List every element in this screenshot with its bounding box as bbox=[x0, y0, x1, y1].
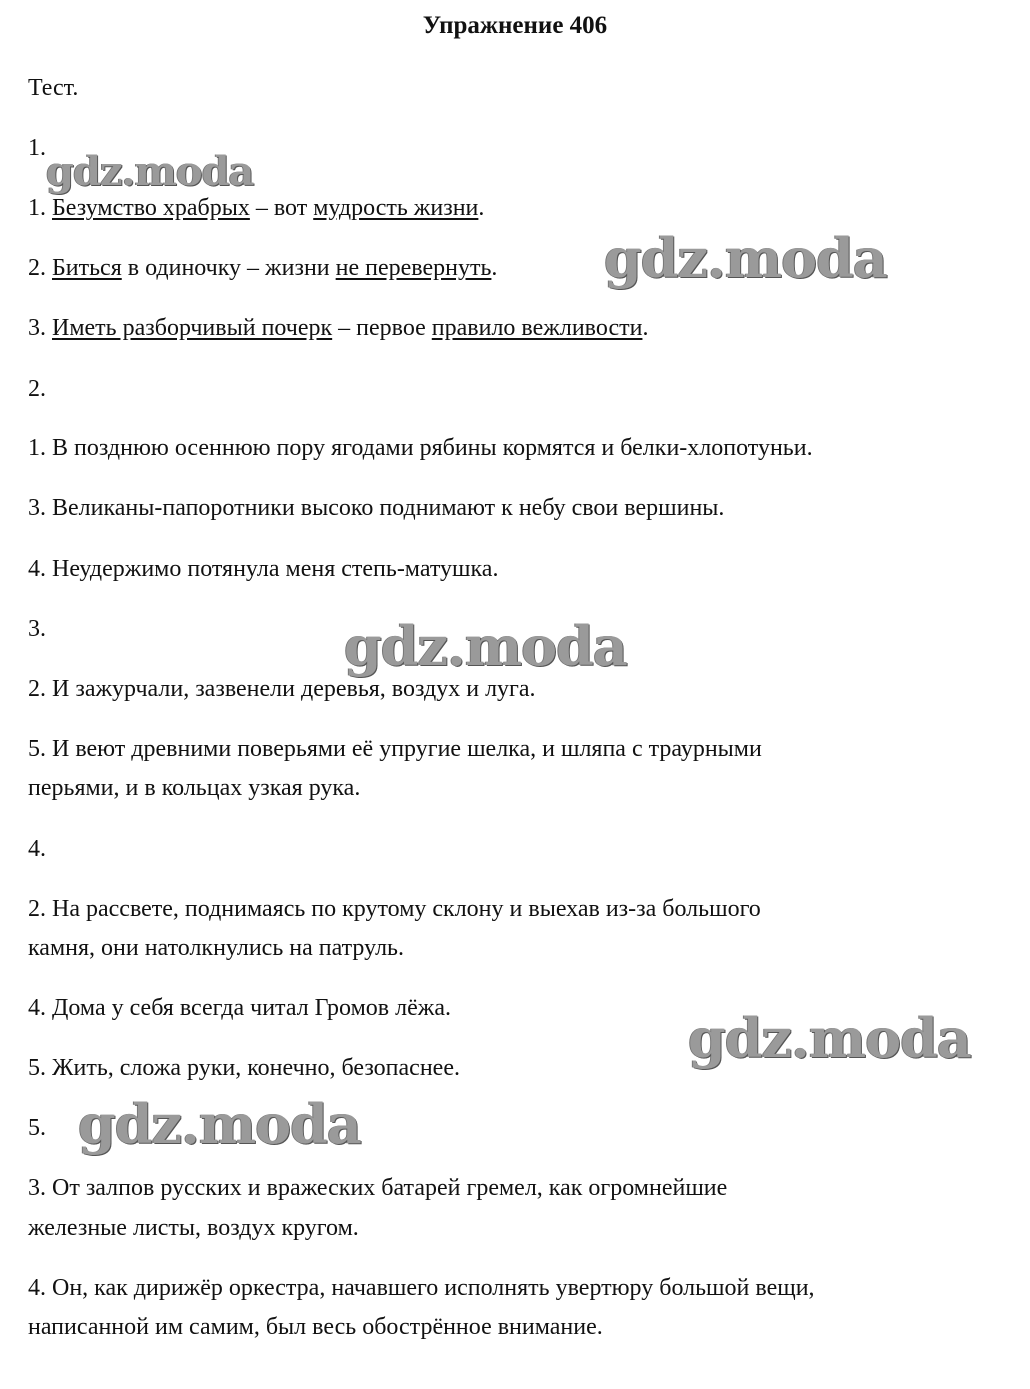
section-5-sentence-2-line-2: написанной им самим, был весь обострённое внимание. bbox=[28, 1314, 603, 1340]
section-2-sentence-1: 1. В позднюю осеннюю пору ягодами рябины кормятся и белки-хлопотуньи. bbox=[28, 435, 813, 461]
watermark-logo: gdz.moda bbox=[78, 1092, 361, 1156]
sentence-end: . bbox=[642, 315, 649, 341]
section-4-sentence-1-line-1: 2. На рассвете, поднимаясь по крутому склону и выехав из-за большого bbox=[28, 896, 761, 922]
sentence-text: – первое bbox=[332, 315, 432, 341]
section-1-sentence-2 bbox=[28, 248, 497, 288]
section-4-number: 4. bbox=[28, 836, 46, 862]
section-3-number: 3. bbox=[28, 616, 46, 642]
section-4-sentence-2: 4. Дома у себя всегда читал Громов лёжа. bbox=[28, 995, 451, 1021]
item-number: 3. bbox=[28, 315, 52, 341]
section-5-number: 5. bbox=[28, 1115, 46, 1141]
sentence-end: . bbox=[491, 255, 498, 281]
watermark-logo: gdz.moda bbox=[688, 1006, 971, 1070]
section-1-number: 1. bbox=[28, 135, 46, 161]
section-2-number: 2. bbox=[28, 376, 46, 402]
watermark-logo: gdz.moda bbox=[46, 148, 254, 195]
section-4-sentence-3: 5. Жить, сложа руки, конечно, безопаснее. bbox=[28, 1055, 460, 1081]
intro-text: Тест. bbox=[28, 75, 79, 101]
subject-underlined: Иметь разборчивый почерк bbox=[52, 315, 333, 341]
item-number: 1. bbox=[28, 195, 52, 221]
section-2-sentence-3: 4. Неудержимо потянула меня степь-матушка. bbox=[28, 556, 499, 582]
watermark-logo: gdz.moda bbox=[344, 614, 627, 678]
section-4-sentence-1-line-2: камня, они натолкнулись на патруль. bbox=[28, 935, 404, 961]
section-1-sentence-3 bbox=[28, 308, 648, 348]
sentence-text: в одиночку – жизни bbox=[121, 255, 336, 281]
predicate-underlined: не перевернуть bbox=[335, 255, 492, 281]
predicate-underlined: правило вежливости bbox=[431, 315, 643, 341]
watermark-logo: gdz.moda bbox=[604, 226, 887, 290]
sentence-end: . bbox=[478, 195, 485, 221]
item-number: 2. bbox=[28, 255, 52, 281]
subject-underlined: Биться bbox=[52, 255, 122, 281]
sentence-text: – вот bbox=[249, 195, 314, 221]
subject-underlined: Безумство храбрых bbox=[52, 195, 250, 221]
section-3-sentence-2-line-2: перьями, и в кольцах узкая рука. bbox=[28, 775, 361, 801]
section-5-sentence-2-line-1: 4. Он, как дирижёр оркестра, начавшего исполнять увертюру большой вещи, bbox=[28, 1275, 815, 1301]
predicate-underlined: мудрость жизни bbox=[313, 195, 479, 221]
section-5-sentence-1-line-2: железные листы, воздух кругом. bbox=[28, 1215, 359, 1241]
exercise-title: Упражнение 406 bbox=[422, 12, 608, 39]
section-3-sentence-2-line-1: 5. И веют древними поверьями её упругие шелка, и шляпа с траурными bbox=[28, 736, 762, 762]
section-3-sentence-1: 2. И зажурчали, зазвенели деревья, воздух и луга. bbox=[28, 676, 536, 702]
section-2-sentence-2: 3. Великаны-папоротники высоко поднимают к небу свои вершины. bbox=[28, 495, 725, 521]
section-5-sentence-1-line-1: 3. От залпов русских и вражеских батарей гремел, как огромнейшие bbox=[28, 1175, 728, 1201]
